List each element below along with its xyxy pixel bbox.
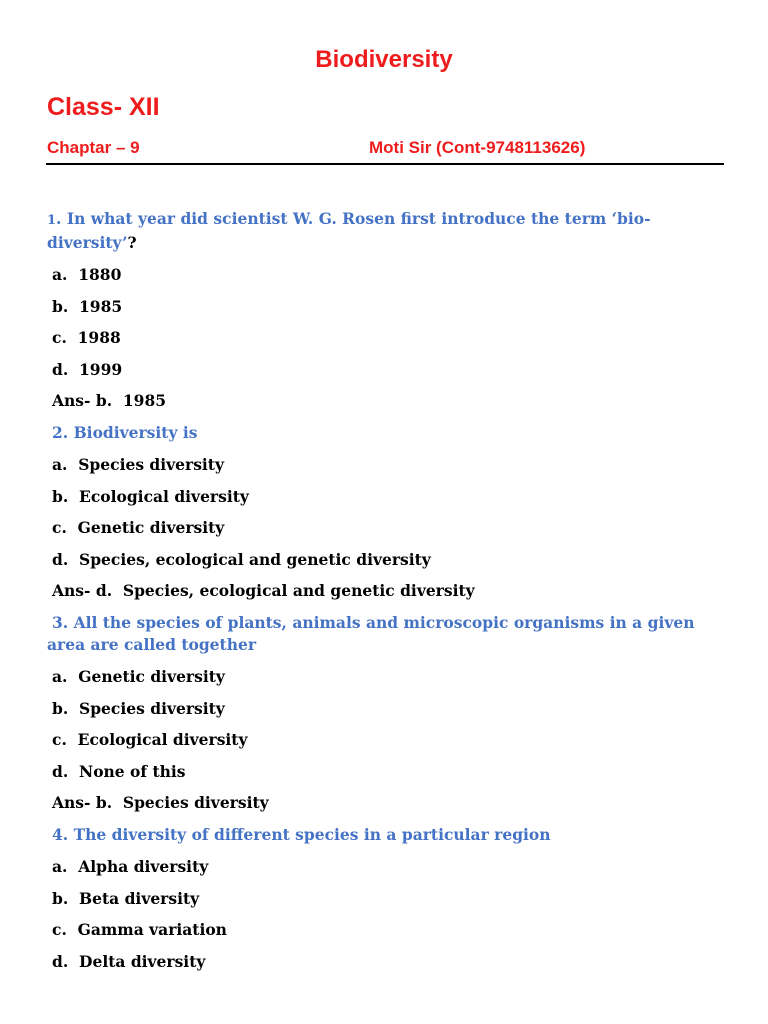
option-b: b. Beta diversity bbox=[52, 888, 200, 908]
question-4: 4. The diversity of different species in a particular region bbox=[52, 824, 551, 844]
question-2: 2. Biodiversity is bbox=[52, 422, 198, 442]
question-number: 1 bbox=[47, 213, 57, 228]
question-list bbox=[47, 208, 707, 982]
page-title: Biodiversity bbox=[315, 46, 453, 73]
option-a: a. Alpha diversity bbox=[52, 856, 209, 876]
header-divider bbox=[46, 163, 724, 165]
question-text: . In what year did scientist W. G. Rosen first introduce the term ‘bio-diversity’ bbox=[47, 209, 651, 252]
answer: Ans- d. Species, ecological and genetic diversity bbox=[52, 581, 475, 601]
option-a: a. 1880 bbox=[52, 265, 122, 284]
author-contact: Moti Sir (Cont-9748113626) bbox=[369, 138, 586, 157]
option-c: c. Ecological diversity bbox=[52, 730, 248, 750]
option-b: b. Species diversity bbox=[52, 698, 225, 718]
answer: Ans- b. 1985 bbox=[52, 391, 167, 411]
chapter-label: Chaptar – 9 bbox=[47, 138, 140, 157]
class-heading: Class- XII bbox=[47, 93, 160, 121]
option-d: d. Delta diversity bbox=[52, 951, 206, 971]
option-a: a. Species diversity bbox=[52, 454, 224, 474]
option-c: c. Genetic diversity bbox=[52, 518, 225, 538]
option-a: a. Genetic diversity bbox=[52, 666, 225, 686]
option-d: d. None of this bbox=[52, 761, 186, 781]
option-c: c. 1988 bbox=[52, 328, 121, 348]
option-b: b. 1985 bbox=[52, 296, 123, 316]
option-b: b. Ecological diversity bbox=[52, 486, 249, 506]
option-c: c. Gamma variation bbox=[52, 920, 227, 940]
option-d: d. Species, ecological and genetic diversity bbox=[52, 549, 431, 569]
question-3: 3. All the species of plants, animals and microscopic organisms in a given area are called together bbox=[47, 612, 695, 654]
answer: Ans- b. Species diversity bbox=[52, 793, 269, 813]
option-d: d. 1999 bbox=[52, 359, 123, 379]
question-1 bbox=[47, 208, 707, 254]
question-mark: ? bbox=[127, 233, 137, 252]
